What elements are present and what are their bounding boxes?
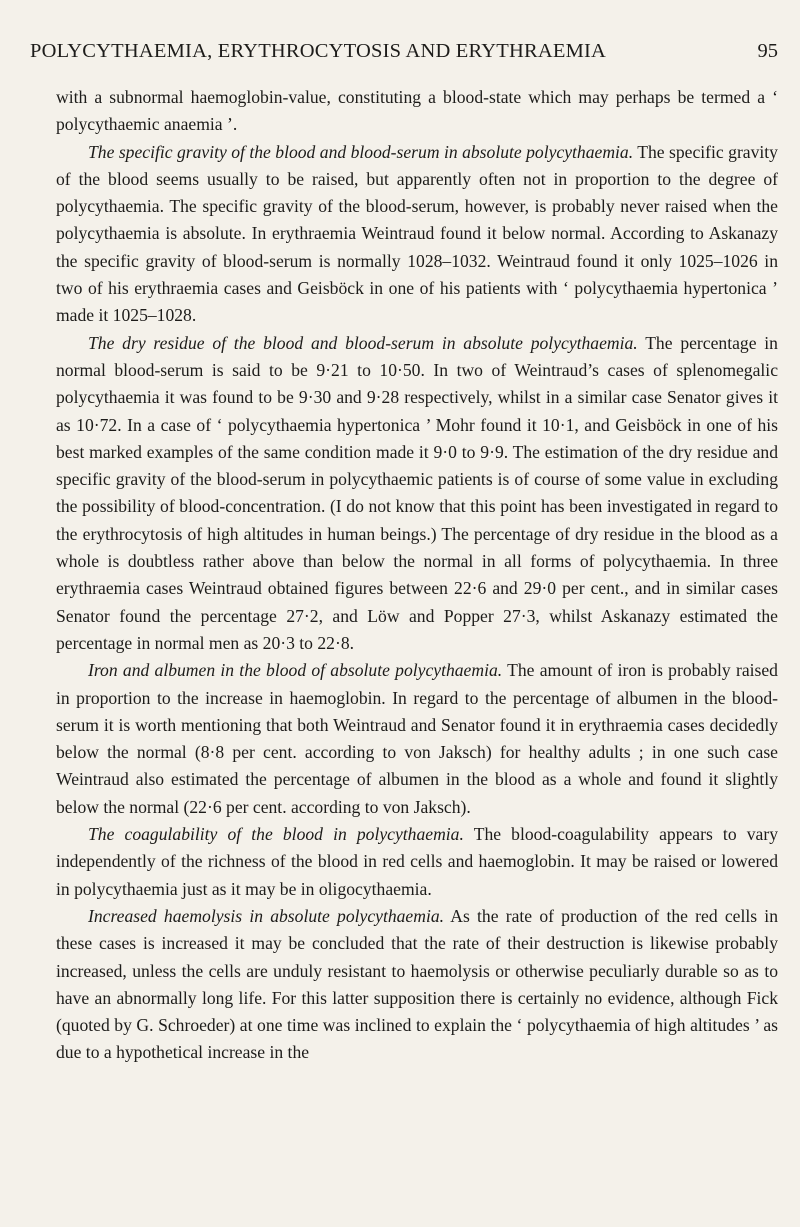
paragraph-continuation <box>56 84 778 139</box>
section-heading: The dry residue of the blood and blood-serum in absolute polycythaemia. <box>88 332 638 353</box>
section-heading: The specific gravity of the blood and blood-serum in absolute polycythaemia. <box>88 141 634 162</box>
paragraph-haemolysis <box>56 903 778 1067</box>
paragraph-text: The percentage in normal blood-serum is said to be 9·21 to 10·50. In two of Weintraud’s cases of splenomegalic polycythaemia it was found to be 9·30 and 9·28 respectively, whilst in a similar case Senator gives it as 10·72. In a case of ‘ polycythaemia hypertonica ’ Mohr found it 10·1, and Geisböck in one of his best marked examples of the same condition made it 9·0 to 9·9. The estimation of the dry residue and specific gravity of the blood-serum in polycythaemic patients is of course of some value in excluding the possibility of blood-concentration. (I do not know that this point has been investigated in regard to the erythrocytosis of high altitudes in human beings.) The percentage of dry residue in the blood as a whole is doubtless rather above than below the normal in all forms of polycythaemia. In three erythraemia cases Weintraud obtained figures between 22·6 and 29·0 per cent., and in similar cases Senator found the percentage 27·2, and Löw and Popper 27·3, whilst Askanazy estimated the percentage in normal men as 20·3 to 22·8. <box>56 332 778 653</box>
body-text <box>56 84 778 1067</box>
running-title: POLYCYTHAEMIA, ERYTHROCYTOSIS AND ERYTHRAEMIA <box>30 40 607 62</box>
paragraph-iron-albumen <box>56 657 778 821</box>
paragraph-text: The specific gravity of the blood seems usually to be raised, but apparently often not in proportion to the degree of polycythaemia. The specific gravity of the blood-serum, however, is probably never raised when the polycythaemia is absolute. In erythraemia Weintraud found it below normal. According to Askanazy the specific gravity of blood-serum is normally 1028–1032. Weintraud found it only 1025–1026 in two of his erythraemia cases and Geisböck in one of his patients with ‘ polycythaemia hypertonica ’ made it 1025–1028. <box>56 141 778 326</box>
running-header <box>26 40 778 70</box>
paragraph-text: As the rate of production of the red cells in these cases is increased it may be concluded that the rate of their destruction is likewise probably increased, unless the cells are unduly resistant to haemolysis or otherwise peculiarly durable so as to have an abnormally long life. For this latter supposition there is certainly no evidence, although Fick (quoted by G. Schroeder) at one time was inclined to explain the ‘ polycythaemia of high altitudes ’ as due to a hypothetical increase in the <box>56 905 778 1063</box>
section-heading: The coagulability of the blood in polycythaemia. <box>88 824 464 845</box>
paragraph-dry-residue <box>56 330 778 658</box>
section-heading: Iron and albumen in the blood of absolute polycythaemia. <box>88 660 503 681</box>
paragraph-specific-gravity <box>56 139 778 330</box>
paragraph-text: The amount of iron is probably raised in proportion to the increase in haemoglobin. In regard to the percentage of albumen in the blood-serum it is worth mentioning that both Weintraud and Senator found it in erythraemia cases decidedly below the normal (8·8 per cent. according to von Jaksch) for healthy adults ; in one such case Weintraud also estimated the percentage of albumen in the blood as a whole and found it slightly below the normal (22·6 per cent. according to von Jaksch). <box>56 660 778 817</box>
paragraph-text: with a subnormal haemoglobin-value, constituting a blood-state which may perhaps be termed a ‘ polycythaemic anaemia ’. <box>56 87 778 135</box>
page-number: 95 <box>757 40 778 62</box>
section-heading: Increased haemolysis in absolute polycythaemia. <box>88 905 445 926</box>
paragraph-text: The blood-coagulability appears to vary independently of the richness of the blood in red cells and haemoglobin. It may be raised or lowered in polycythaemia just as it may be in oligocythaemia. <box>56 824 778 899</box>
paragraph-coagulability <box>56 821 778 903</box>
book-page <box>26 40 778 1067</box>
